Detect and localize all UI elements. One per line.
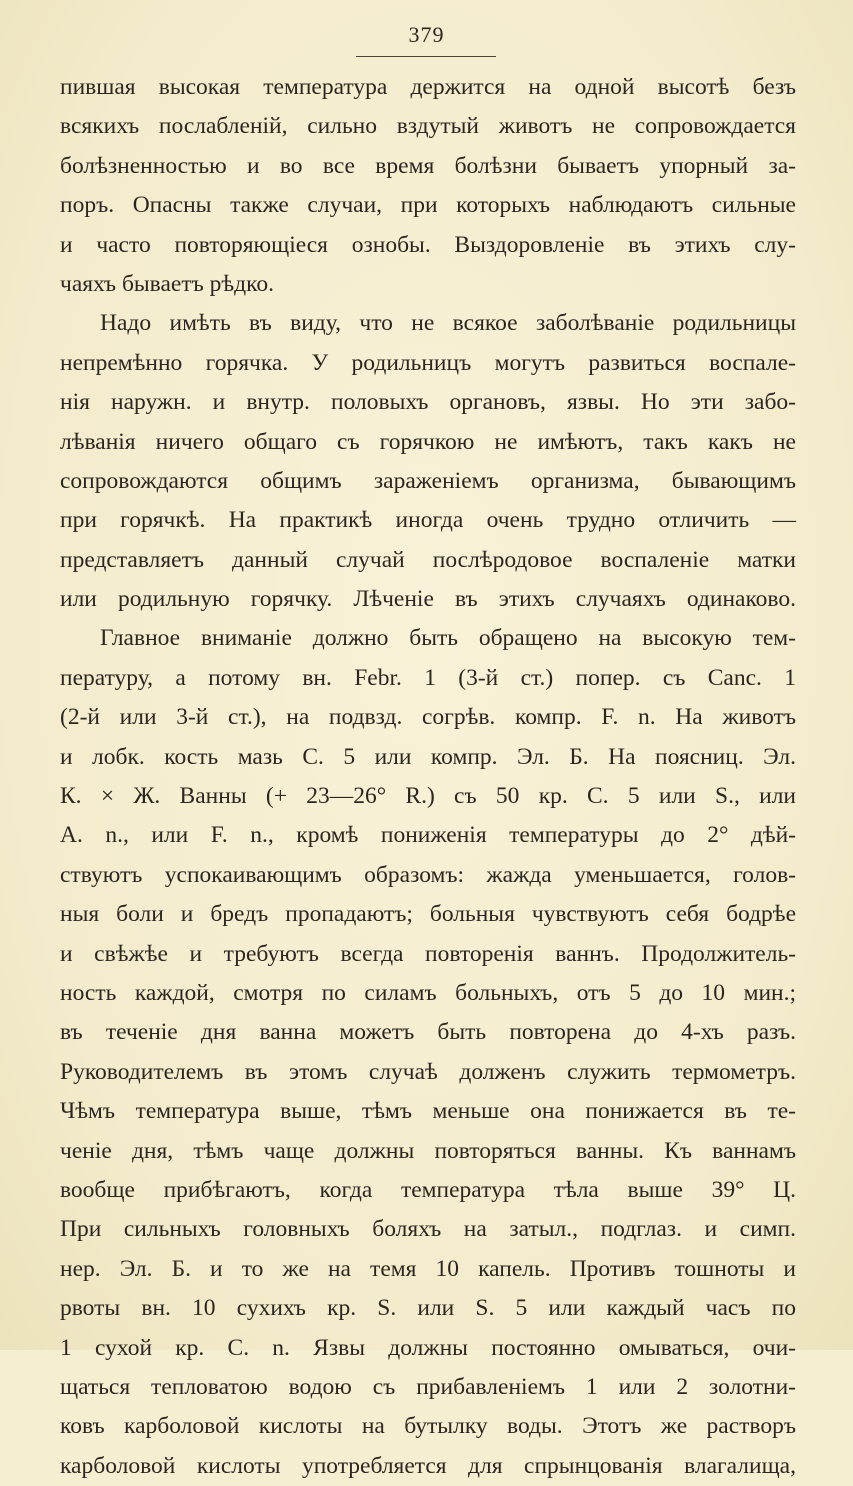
text-line: всякихъ послабленій, сильно вздутый животъ не сопровождается xyxy=(60,113,796,140)
text-line: 1 сухой кр. С. n. Язвы должны постоянно омываться, очи- xyxy=(60,1334,796,1361)
text-line: ныя боли и бредъ пропадаютъ; больныя чувствуютъ себя бодрѣе xyxy=(60,901,796,928)
text-line: при горячкѣ. На практикѣ иногда очень трудно отличить — xyxy=(60,507,796,534)
text-line: непремѣнно горячка. У родильницъ могутъ развиться воспале- xyxy=(60,349,796,376)
text-line: ченіе дня, тѣмъ чаще должны повторяться ванны. Къ ваннамъ xyxy=(60,1137,796,1164)
text-line: К. × Ж. Ванны (+ 23—26° R.) съ 50 кр. С. 5 или S., или xyxy=(60,783,796,810)
text-line: и часто повторяющіеся ознобы. Выздоровленіе въ этихъ слу- xyxy=(60,231,796,258)
text-line: щаться тепловатою водою съ прибавленіемъ 1 или 2 золотни- xyxy=(60,1373,796,1400)
text-line: пившая высокая температура держится на одной высотѣ безъ xyxy=(60,74,796,100)
text-line: или родильную горячку. Лѣченіе въ этихъ случаяхъ одинаково. xyxy=(60,586,796,613)
page-number: 379 xyxy=(408,22,445,47)
text-line: При сильныхъ головныхъ боляхъ на затыл., подглаз. и симп. xyxy=(60,1216,796,1243)
text-line: лѣванія ничего общаго съ горячкою не имѣютъ, такъ какъ не xyxy=(60,428,796,455)
text-line: ковъ карболовой кислоты на бутылку воды. Этотъ же растворъ xyxy=(60,1413,796,1440)
header-rule xyxy=(356,56,496,57)
text-line: Главное вниманіе должно быть обращено на высокую тем- xyxy=(100,625,796,652)
text-line: нер. Эл. Б. и то же на темя 10 капель. Противъ тошноты и xyxy=(60,1255,796,1282)
text-line: (2-й или 3-й ст.), на подвзд. согрѣв. компр. F. n. На животъ xyxy=(60,704,796,731)
text-line: болѣзненностью и во все время болѣзни бываетъ упорный за- xyxy=(60,152,796,179)
text-line: А. n., или F. n., кромѣ пониженія температуры до 2° дѣй- xyxy=(60,822,796,849)
text-line: Руководителемъ въ этомъ случаѣ долженъ служить термометръ. xyxy=(60,1058,796,1085)
text-line: Надо имѣть въ виду, что не всякое заболѣваніе родильницы xyxy=(100,310,796,337)
text-line: Чѣмъ температура выше, тѣмъ меньше она понижается въ те- xyxy=(60,1098,796,1125)
text-line: пературу, а потому вн. Febr. 1 (3-й ст.) попер. съ Canc. 1 xyxy=(60,664,796,691)
text-line: вообще прибѣгаютъ, когда температура тѣла выше 39° Ц. xyxy=(60,1176,796,1203)
text-line: ствуютъ успокаивающимъ образомъ: жажда уменьшается, голов- xyxy=(60,861,796,888)
text-line: представляетъ данный случай послѣродовое воспаленіе матки xyxy=(60,546,796,573)
text-line: поръ. Опасны также случаи, при которыхъ наблюдаютъ сильные xyxy=(60,192,796,219)
body-text xyxy=(60,68,796,1486)
text-line: рвоты вн. 10 сухихъ кр. S. или S. 5 или каждый часъ по xyxy=(60,1295,796,1322)
text-line: ность каждой, смотря по силамъ больныхъ, отъ 5 до 10 мин.; xyxy=(60,979,796,1006)
text-line: въ теченіе дня ванна можетъ быть повторена до 4-хъ разъ. xyxy=(60,1019,796,1046)
text-line: карболовой кислоты употребляется для спрынцованія влагалища, xyxy=(60,1452,796,1479)
text-line: и лобк. кость мазь С. 5 или компр. Эл. Б. На поясниц. Эл. xyxy=(60,743,796,770)
text-line: чаяхъ бываетъ рѣдко. xyxy=(60,270,274,297)
text-line: нія наружн. и внутр. половыхъ органовъ, язвы. Но эти забо- xyxy=(60,389,796,416)
text-line: сопровождаются общимъ зараженіемъ организма, бывающимъ xyxy=(60,467,796,494)
text-line: и свѣжѣе и требуютъ всегда повторенія ваннъ. Продолжитель- xyxy=(60,940,796,967)
